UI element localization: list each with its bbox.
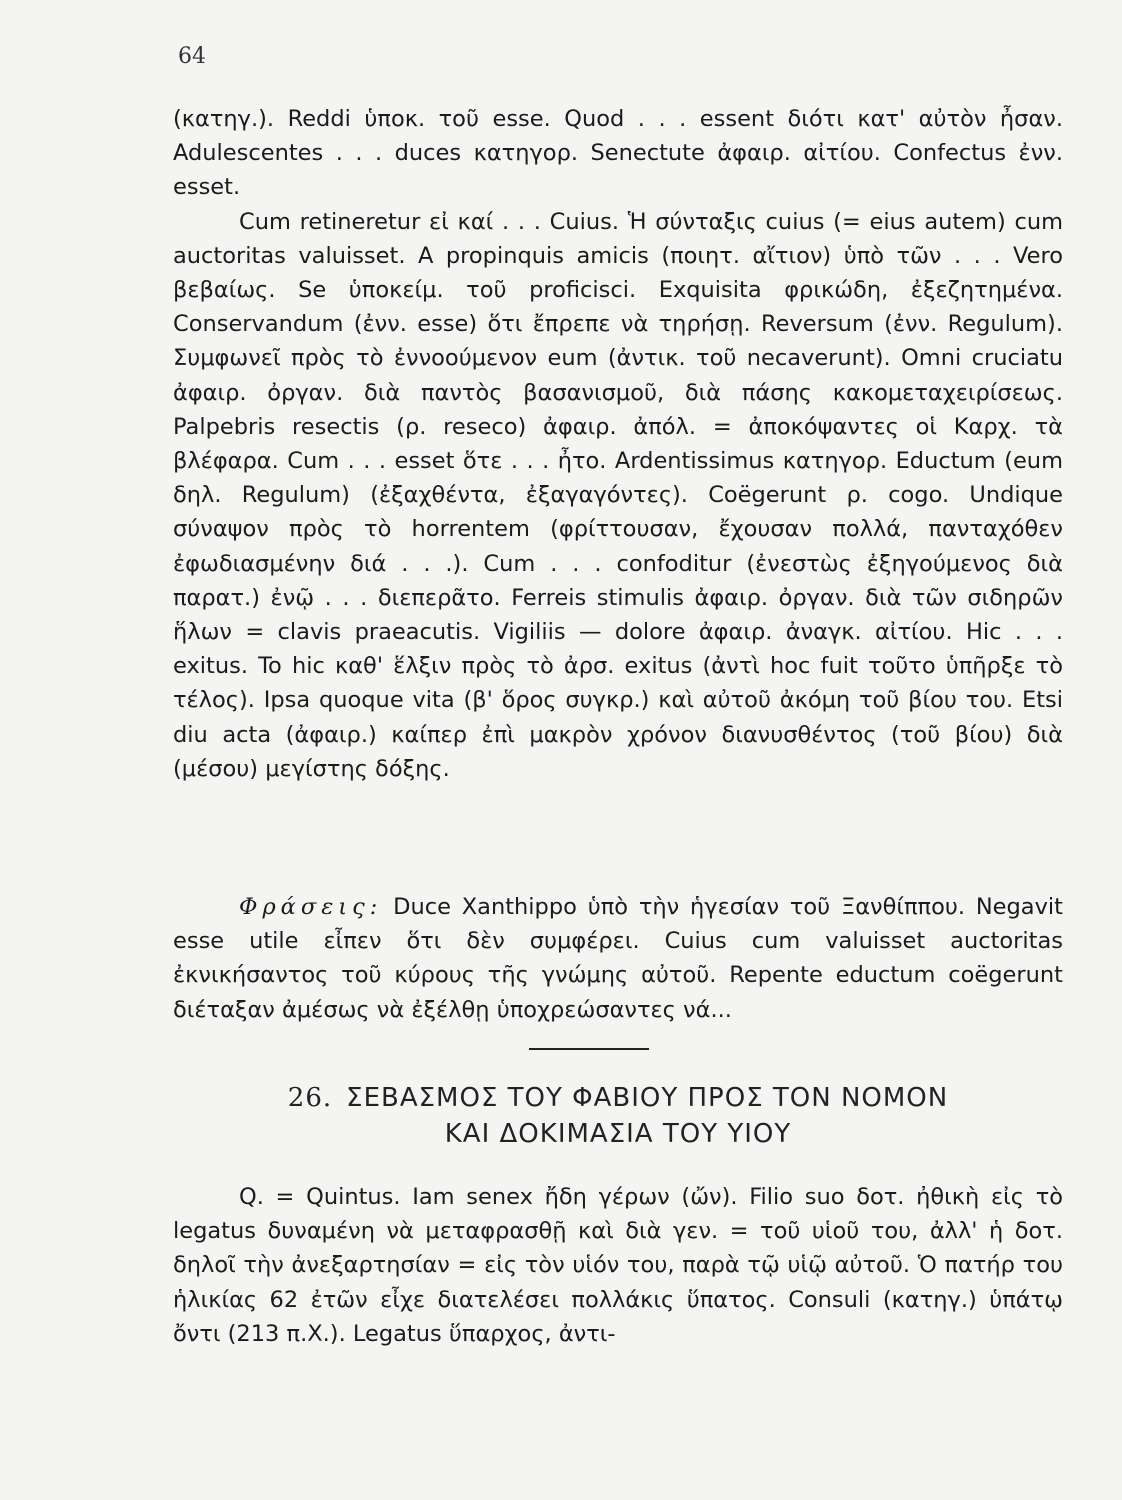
section-title-line-1: ΣΕΒΑΣΜΟΣ ΤΟΥ ΦΑΒΙΟΥ ΠΡΟΣ ΤΟΝ ΝΟΜΟΝ xyxy=(346,1083,949,1113)
commentary-paragraph-1: (κατηγ.). Reddi ὑποκ. τοῦ esse. Quod . . . essent διότι κατ' αὐτὸν ἦσαν. Adulescentes . . . duces κατηγορ. Senectute ἀφαιρ. αἰτίου. Confectus ἐνν. esset. xyxy=(173,106,1063,201)
section-commentary-paragraph: Q. = Quintus. Iam senex ἤδη γέρων (ὤν). Filio suo δοτ. ἠθικὴ εἰς τὸ legatus δυναμένη νὰ μεταφρασθῇ καὶ διὰ γεν. = τοῦ υἱοῦ του, ἀλλ' ἡ δοτ. δηλοῖ τὴν ἀνεξαρτησίαν = εἰς τὸν υἱόν του, παρὰ τῷ υἱῷ αὐτοῦ. Ὁ πατήρ του ἡλικίας 62 ἐτῶν εἶχε διατελέσει πολλάκις ὕπατος. Consuli (κατηγ.) ὑπάτῳ ὄντι (213 π.Χ.). Legatus ὕπαρχος, ἀντι- xyxy=(173,1184,1063,1347)
section-divider xyxy=(529,1048,649,1050)
section-title-line-2: ΚΑΙ ΔΟΚΙΜΑΣΙΑ ΤΟΥ ΥΙΟΥ xyxy=(444,1119,792,1149)
section-heading xyxy=(173,1080,1063,1152)
phrases-text: Duce Xanthippo ὑπὸ τὴν ἡγεσίαν τοῦ Ξανθίππου. Negavit esse utile εἶπεν ὅτι δὲν συμφέρει. Cuius cum valuisset auctoritas ἐκνικήσαντος τοῦ κύρους τῆς γνώμης αὐτοῦ. Repente eductum coëgerunt διέταξαν ἀμέσως νὰ ἐξέλθῃ ὑποχρεώσαντες νά... xyxy=(173,894,1063,1023)
section-heading-line-1 xyxy=(173,1080,1063,1116)
phrases-paragraph xyxy=(173,890,1063,1027)
commentary-paragraph-2: Cum retineretur εἰ καί . . . Cuius. Ἡ σύνταξις cuius (= eius autem) cum auctoritas valuisset. A propinquis amicis (ποιητ. αἴτιον) ὑπὸ τῶν . . . Vero βεβαίως. Se ὑποκείμ. τοῦ proficisci. Exquisita φρικώδη, ἐξεζητημένα. Conservandum (ἐνν. esse) ὅτι ἔπρεπε νὰ τηρήσῃ. Reversum (ἐνν. Regulum). Συμφωνεῖ πρὸς τὸ ἐννοούμενον eum (ἀντικ. τοῦ necaverunt). Omni cruciatu ἀφαιρ. ὀργαν. διὰ παντὸς βασανισμοῦ, διὰ πάσης κακομεταχειρίσεως. Palpebris resectis (ρ. reseco) ἀφαιρ. ἀπόλ. = ἀποκόψαντες οἱ Καρχ. τὰ βλέφαρα. Cum . . . esset ὅτε . . . ἦτο. Ardentissimus κατηγορ. Eductum (eum δηλ. Regulum) (ἐξαχθέντα, ἐξαγαγόντες). Coëgerunt ρ. cogo. Undique σύναψον πρὸς τὸ horrentem (φρίττουσαν, ἔχουσαν πολλά, πανταχόθεν ἐφωδιασμένην διά . . .). Cum . . . confoditur (ἐνεστὼς ἐξηγούμενος διὰ παρατ.) ἐνῷ . . . διεπερᾶτο. Ferreis stimulis ἀφαιρ. ὀργαν. διὰ τῶν σιδηρῶν ἥλων = clavis praeacutis. Vigiliis — dolore ἀφαιρ. ἀναγκ. αἰτίου. Hic . . . exitus. To hic καθ' ἕλξιν πρὸς τὸ ἀρσ. exitus (ἀντὶ hoc fuit τοῦτο ὑπῆρξε τὸ τέλος). Ipsa quoque vita (β' ὅρος συγκρ.) καὶ αὐτοῦ ἀκόμη τοῦ βίου του. Etsi diu acta (ἀφαιρ.) καίπερ ἐπὶ μακρὸν χρόνον διανυσθέντος (τοῦ βίου) διὰ (μέσου) μεγίστης δόξης. xyxy=(173,208,1063,782)
section-number: 26. xyxy=(287,1083,333,1113)
commentary-block xyxy=(173,102,1063,786)
page-number: 64 xyxy=(178,44,206,69)
phrases-label: Φράσεις: xyxy=(239,894,383,920)
